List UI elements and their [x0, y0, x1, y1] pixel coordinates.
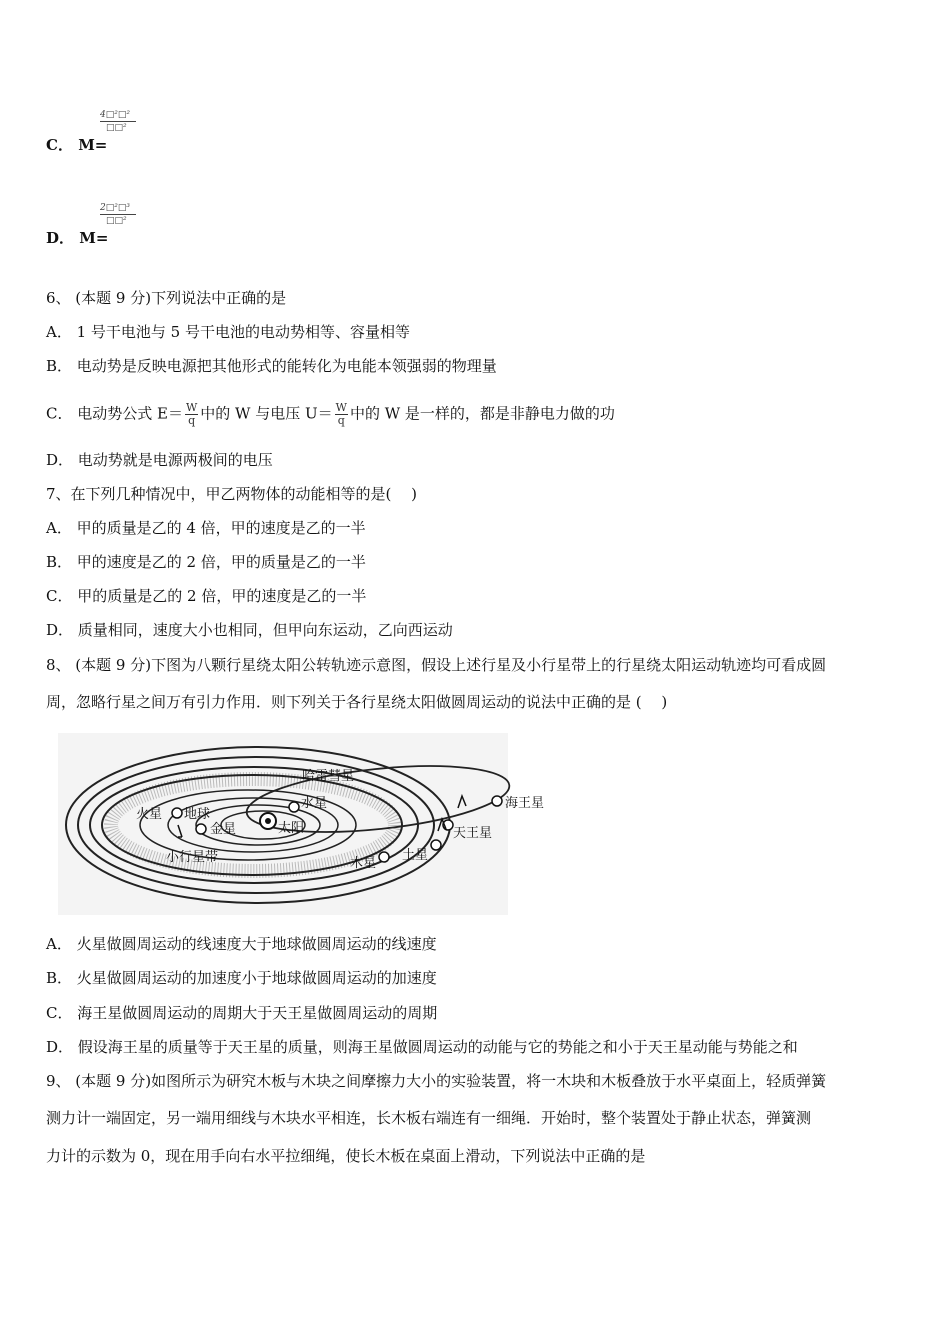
q9-line1: 9、 (本题 9 分)如图所示为研究木板与木块之间摩擦力大小的实验装置，将一木块和木板叠放于水平桌面上，轻质弹簧 [46, 1072, 827, 1090]
q8-option-d: D． 假设海王星的质量等于天王星的质量，则海王星做圆周运动的动能与它的势能之和小于天王星动能与势能之和 [46, 1038, 798, 1056]
q5-option-d-text: M= [79, 229, 109, 247]
q5-option-c-text: M= [78, 136, 108, 154]
q6-frac-e-num: W [185, 401, 198, 414]
q6-frac-e-den: q [188, 414, 196, 427]
label-venus: 金星 [210, 822, 237, 837]
q7-stem: 7、在下列几种情况中，甲乙两物体的动能相等的是( ) [46, 485, 418, 503]
q6-option-c-pre: C． 电动势公式 E＝ [46, 404, 183, 423]
solar-system-figure [58, 733, 545, 915]
q6-frac-u-den: q [337, 414, 345, 427]
sun-core [265, 818, 271, 824]
q9-line2: 测力计一端固定，另一端用细线与木块水平相连，长木板右端连有一细绳．开始时，整个装置处于静止状态，弹簧测 [46, 1109, 812, 1127]
q8-option-c: C． 海王星做圆周运动的周期大于天王星做圆周运动的周期 [46, 1004, 438, 1022]
label-jupiter: 木星 [350, 856, 377, 871]
q5-option-d-formula [100, 203, 136, 226]
q6-option-d: D． 电动势就是电源两极间的电压 [46, 451, 273, 469]
q7-option-a: A． 甲的质量是乙的 4 倍，甲的速度是乙的一半 [46, 519, 366, 537]
neptune-marker [492, 796, 502, 806]
label-mars: 火星 [136, 807, 163, 822]
label-uranus: 天王星 [453, 826, 493, 841]
q5-option-c-numerator: 4□²□² [100, 110, 130, 120]
label-neptune: 海王星 [505, 796, 545, 811]
venus-marker [196, 824, 206, 834]
q5-option-d [46, 228, 108, 248]
q5-option-c-denominator: □□² [106, 123, 127, 133]
q9-line3: 力计的示数为 0，现在用手向右水平拉细绳，使长木板在桌面上滑动，下列说法中正确的是 [46, 1147, 646, 1165]
q6-option-c [46, 402, 615, 427]
mercury-marker [289, 802, 299, 812]
q6-option-b: B． 电动势是反映电源把其他形式的能转化为电能本领强弱的物理量 [46, 357, 497, 375]
label-asteroid-belt: 小行星带 [166, 850, 219, 865]
label-mercury: 水星 [301, 796, 328, 811]
q6-frac-u-num: W [335, 401, 347, 414]
q8-option-a: A． 火星做圆周运动的线速度大于地球做圆周运动的线速度 [46, 935, 437, 953]
orbit-diagram [58, 733, 545, 915]
label-saturn: 土星 [402, 848, 429, 863]
mars-marker [172, 808, 182, 818]
q5-option-c [46, 135, 107, 155]
q7-option-d: D． 质量相同，速度大小也相同，但甲向东运动，乙向西运动 [46, 621, 453, 639]
q5-option-d-numerator: 2□²□³ [100, 203, 130, 213]
q5-option-c-formula [100, 110, 136, 133]
q6-option-c-post: 中的 W 是一样的，都是非静电力做的功 [349, 404, 615, 423]
q8-stem-line2: 周，忽略行星之间万有引力作用．则下列关于各行星绕太阳做圆周运动的说法中正确的是 ( ) [46, 693, 668, 711]
label-sun: 太阳 [278, 821, 305, 836]
q6-stem: 6、 (本题 9 分)下列说法中正确的是 [46, 289, 287, 307]
q5-option-d-denominator: □□² [106, 216, 127, 226]
saturn-marker [431, 840, 441, 850]
label-halley: 哈雷彗星 [302, 769, 355, 784]
q6-option-a: A． 1 号干电池与 5 号干电池的电动势相等、容量相等 [46, 323, 410, 341]
q6-frac-e [185, 402, 198, 427]
q7-option-c: C． 甲的质量是乙的 2 倍，甲的速度是乙的一半 [46, 587, 367, 605]
label-earth: 地球 [184, 807, 211, 822]
q6-frac-u [335, 402, 348, 427]
q6-option-c-mid: 中的 W 与电压 U＝ [200, 404, 333, 423]
q5-option-c-label: C． [46, 136, 73, 154]
q5-option-d-label: D． [46, 229, 75, 247]
q8-stem-line1: 8、 (本题 9 分)下图为八颗行星绕太阳公转轨迹示意图，假设上述行星及小行星带上的行星绕太阳运动轨迹均可看成圆 [46, 656, 827, 674]
q8-option-b: B． 火星做圆周运动的加速度小于地球做圆周运动的加速度 [46, 969, 437, 987]
jupiter-marker [379, 852, 389, 862]
q7-option-b: B． 甲的速度是乙的 2 倍，甲的质量是乙的一半 [46, 553, 366, 571]
